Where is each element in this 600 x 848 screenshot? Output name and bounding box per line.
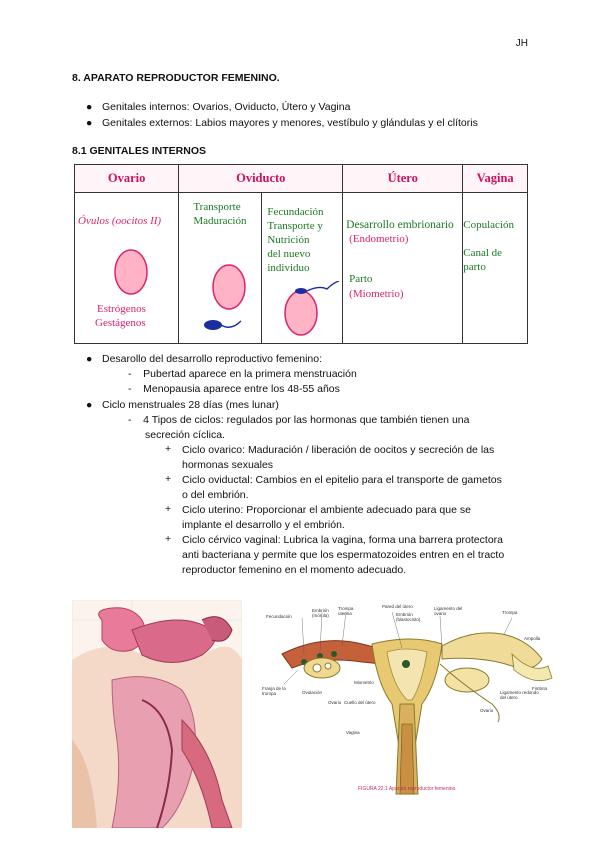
sub-text: Pubertad aparece en la primera menstruación xyxy=(143,368,357,380)
bullet-dot: ● xyxy=(86,353,93,365)
ovario-gestagenos: Gestágenos xyxy=(95,317,146,329)
cell-vagina xyxy=(463,193,528,344)
section-title: 8. APARATO REPRODUCTOR FEMENINO. xyxy=(72,72,280,84)
cycle-line: o del embrión. xyxy=(182,489,249,501)
cycle-line: Ciclo cérvico vaginal: Lubrica la vagina, forma una barrera protectora xyxy=(182,534,503,546)
bullet-text: Ciclo menstruales 28 días (mes lunar) xyxy=(102,399,279,411)
plus-bullet: + xyxy=(165,503,172,515)
cycle-line: Ciclo uterino: Proporcionar el ambiente adecuado para que se xyxy=(182,504,471,516)
label-ligamento: Ligamento del ovario xyxy=(434,606,463,616)
cycle-line: hormonas sexuales xyxy=(182,459,274,471)
label-trompa2: Trompa xyxy=(502,610,518,615)
bullet-dot: ● xyxy=(86,101,93,113)
label-vagina: Vagina xyxy=(346,730,360,735)
egg-icon xyxy=(113,248,149,296)
plus-bullet: + xyxy=(165,443,172,455)
label-fimbria: Fimbria xyxy=(532,686,548,691)
cycle-line: reproductor femenino en el momento adecuado. xyxy=(182,564,407,576)
subsection-title: 8.1 GENITALES INTERNOS xyxy=(72,145,206,157)
label-embrion2: Embrión (blastocisto) xyxy=(396,612,421,622)
list-sub-3: - 4 Tipos de ciclos: regulados por las hormonas que también tienen una xyxy=(128,414,470,426)
oviducto-del-nuevo: del nuevo xyxy=(267,248,311,260)
label-ovulacion: Ovulación xyxy=(302,690,323,695)
oviducto-transporte-y: Transporte y xyxy=(267,220,323,232)
list-sub-2: - Menopausia aparece entre los 48-55 años xyxy=(128,383,340,395)
label-franja: Franja de la trompa xyxy=(262,686,286,696)
utero-endometrio: (Endometrio) xyxy=(349,233,409,245)
cell-utero xyxy=(343,193,463,344)
bullet-text: Desarollo del desarrollo reproductivo femenino: xyxy=(102,353,323,365)
plus-bullet: + xyxy=(165,473,172,485)
label-cuello: Cuello del útero xyxy=(344,700,376,705)
label-miometrio: Miometrio xyxy=(354,680,374,685)
header-utero: Útero xyxy=(343,165,463,193)
label-ovario: Ovario xyxy=(328,700,342,705)
cycle-line: Ciclo oviductal: Cambios en el epitelio para el transporte de gametos xyxy=(182,474,502,486)
sagittal-section-illustration xyxy=(72,600,242,828)
plus-bullet: + xyxy=(165,533,172,545)
list-sub-1: - Pubertad aparece en la primera menstruación xyxy=(128,368,357,380)
frontal-diagram-illustration xyxy=(262,604,556,804)
label-figura: FIGURA 22.1 Aparato reproductor femenino. xyxy=(358,786,457,792)
page-initials: JH xyxy=(515,38,528,49)
cycle-line: Ciclo ovarico: Maduración / liberación de oocitos y secreción de las xyxy=(182,444,495,456)
oviducto-transporte: Transporte xyxy=(193,201,241,213)
sub-text: Menopausia aparece entre los 48-55 años xyxy=(143,383,340,395)
label-ligredondo: Ligamento redondo del útero xyxy=(500,690,539,700)
bullet-dot: ● xyxy=(86,399,93,411)
cycle-line: anti bacteriana y permite que los espermatozoides entren en el tracto xyxy=(182,549,505,561)
label-pared: Pared del útero xyxy=(382,604,413,609)
egg-sperm-icon xyxy=(199,261,259,335)
ovario-ovulos: Óvulos (oocitos II) xyxy=(78,215,162,227)
label-ovario2: Ovario xyxy=(480,708,494,713)
oviducto-fecundacion: Fecundación xyxy=(267,206,324,218)
header-oviducto: Oviducto xyxy=(179,165,343,193)
sub-text: 4 Tipos de ciclos: regulados por las hormonas que también tienen una xyxy=(143,414,470,426)
utero-miometrio: (Miometrio) xyxy=(349,288,404,300)
table-header-row xyxy=(75,165,528,193)
header-ovario: Ovario xyxy=(75,165,179,193)
ovario-estrogenos: Estrógenos xyxy=(97,303,146,315)
table-body-row xyxy=(75,193,528,344)
vagina-canal-de: Canal de xyxy=(463,247,503,259)
label-ampolla: Ampolla xyxy=(524,636,541,641)
vagina-parto: parto xyxy=(463,261,486,273)
utero-desarrollo: Desarrollo embrionario xyxy=(346,219,454,231)
oviducto-maduracion: Maduración xyxy=(193,215,247,227)
vagina-copulacion: Copulación xyxy=(463,219,514,231)
cycle-line: implante el desarrollo y el embrión. xyxy=(182,519,345,531)
list-bullet-2 xyxy=(86,398,279,413)
oviducto-nutricion: Nutrición xyxy=(267,234,310,246)
list-bullet-1 xyxy=(86,352,323,367)
egg-sperm-fertilization-icon xyxy=(281,281,343,341)
header-vagina: Vagina xyxy=(463,165,528,193)
list-sub-3-cont: secreción cíclica. xyxy=(145,429,225,441)
frontal-diagram-drawing xyxy=(262,604,556,804)
cell-oviducto xyxy=(179,193,343,344)
genitales-internos-table xyxy=(74,164,528,344)
cell-ovario xyxy=(75,193,179,344)
intro-bullet-1 xyxy=(86,100,351,115)
utero-parto: Parto xyxy=(349,273,373,285)
oviducto-individuo: individuo xyxy=(267,262,310,274)
label-fecundacion: Fecundación xyxy=(266,614,292,619)
oviducto-divider xyxy=(261,193,262,343)
bullet-text: Genitales internos: Ovarios, Oviducto, Útero y Vagina xyxy=(102,101,351,113)
intro-bullet-2 xyxy=(86,116,478,131)
label-trompa: Trompa uterina xyxy=(338,606,354,616)
bullet-text: Genitales externos: Labios mayores y menores, vestíbulo y glándulas y el clítoris xyxy=(102,117,478,129)
bullet-dot: ● xyxy=(86,117,93,129)
label-embrion: Embrión (mórula) xyxy=(312,608,329,618)
